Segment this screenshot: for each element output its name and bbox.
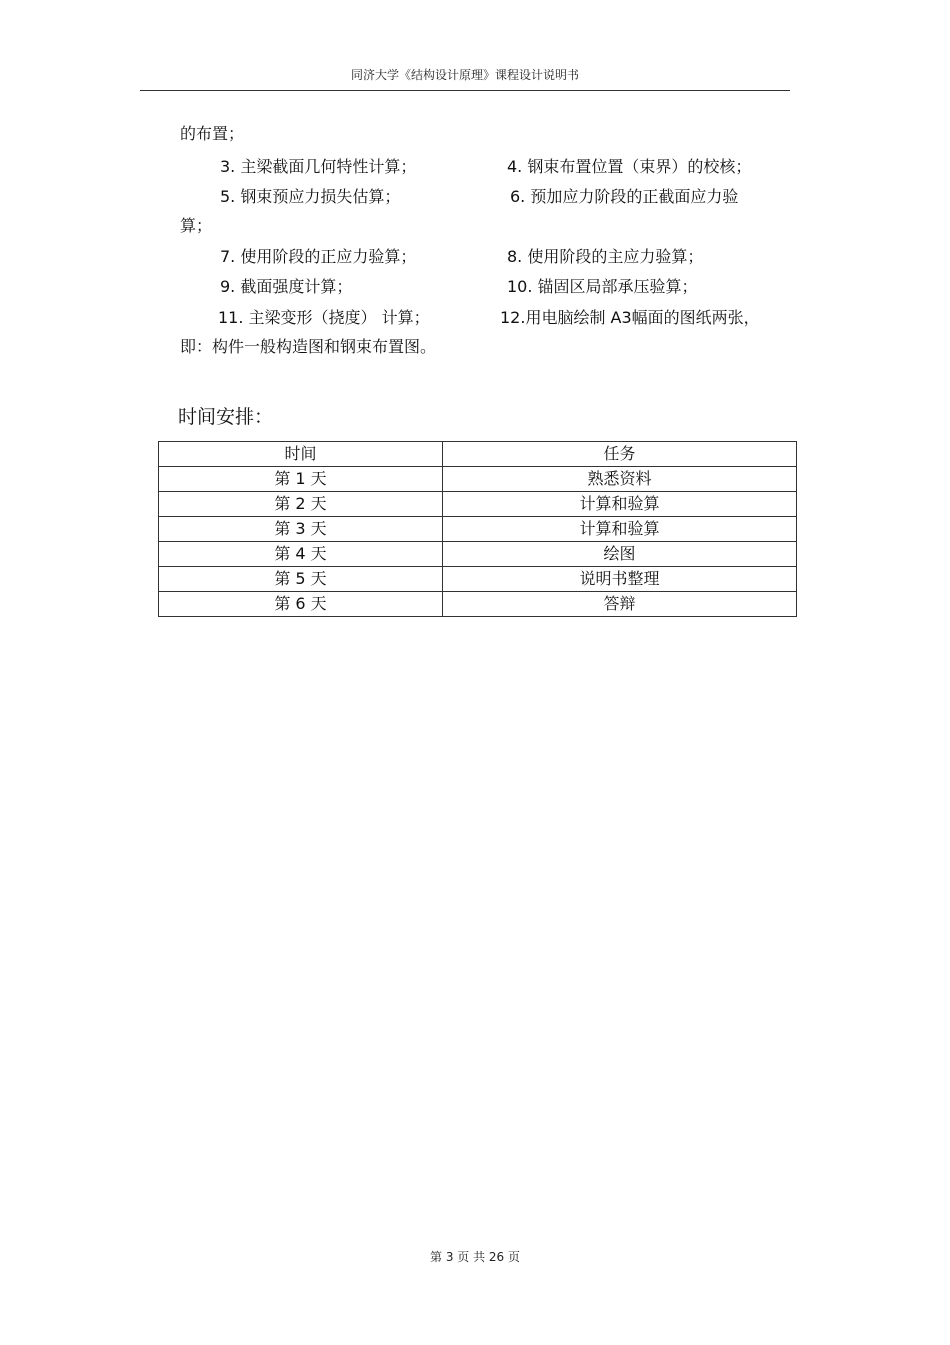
page-footer: 第 3 页 共 26 页 bbox=[430, 1250, 520, 1264]
body-line: 7. 使用阶段的正应力验算； bbox=[220, 247, 417, 266]
time-cell: 第 6 天 bbox=[159, 592, 443, 617]
table-row bbox=[159, 542, 797, 567]
column-header-time: 时间 bbox=[159, 442, 443, 467]
task-cell: 熟悉资料 bbox=[443, 467, 797, 492]
time-cell: 第 2 天 bbox=[159, 492, 443, 517]
table-row bbox=[159, 517, 797, 542]
task-cell: 答辩 bbox=[443, 592, 797, 617]
column-header-task: 任务 bbox=[443, 442, 797, 467]
body-line: 9. 截面强度计算； bbox=[220, 277, 353, 296]
table-row bbox=[159, 467, 797, 492]
table-header-row bbox=[159, 442, 797, 467]
task-cell: 计算和验算 bbox=[443, 517, 797, 542]
body-line: 12.用电脑绘制 A3幅面的图纸两张， bbox=[500, 308, 760, 327]
table-row bbox=[159, 567, 797, 592]
task-cell: 计算和验算 bbox=[443, 492, 797, 517]
body-line: 3. 主梁截面几何特性计算； bbox=[220, 157, 417, 176]
time-cell: 第 4 天 bbox=[159, 542, 443, 567]
body-line: 的布置； bbox=[180, 124, 245, 143]
schedule-table bbox=[158, 441, 797, 617]
page-header: 同济大学《结构设计原理》课程设计说明书 bbox=[140, 60, 790, 91]
body-line: 算； bbox=[180, 216, 213, 235]
time-cell: 第 3 天 bbox=[159, 517, 443, 542]
table-row bbox=[159, 592, 797, 617]
body-line: 即：构件一般构造图和钢束布置图。 bbox=[180, 337, 437, 356]
body-line: 6. 预加应力阶段的正截面应力验 bbox=[510, 187, 739, 206]
body-line: 5. 钢束预应力损失估算； bbox=[220, 187, 401, 206]
time-cell: 第 5 天 bbox=[159, 567, 443, 592]
task-cell: 绘图 bbox=[443, 542, 797, 567]
task-cell: 说明书整理 bbox=[443, 567, 797, 592]
body-line: 8. 使用阶段的主应力验算； bbox=[507, 247, 704, 266]
body-line: 4. 钢束布置位置（束界）的校核； bbox=[507, 157, 752, 176]
body-line: 10. 锚固区局部承压验算； bbox=[507, 277, 698, 296]
time-cell: 第 1 天 bbox=[159, 467, 443, 492]
body-line: 11. 主梁变形（挠度） 计算； bbox=[218, 308, 430, 327]
table-row bbox=[159, 492, 797, 517]
schedule-title: 时间安排： bbox=[178, 406, 274, 428]
